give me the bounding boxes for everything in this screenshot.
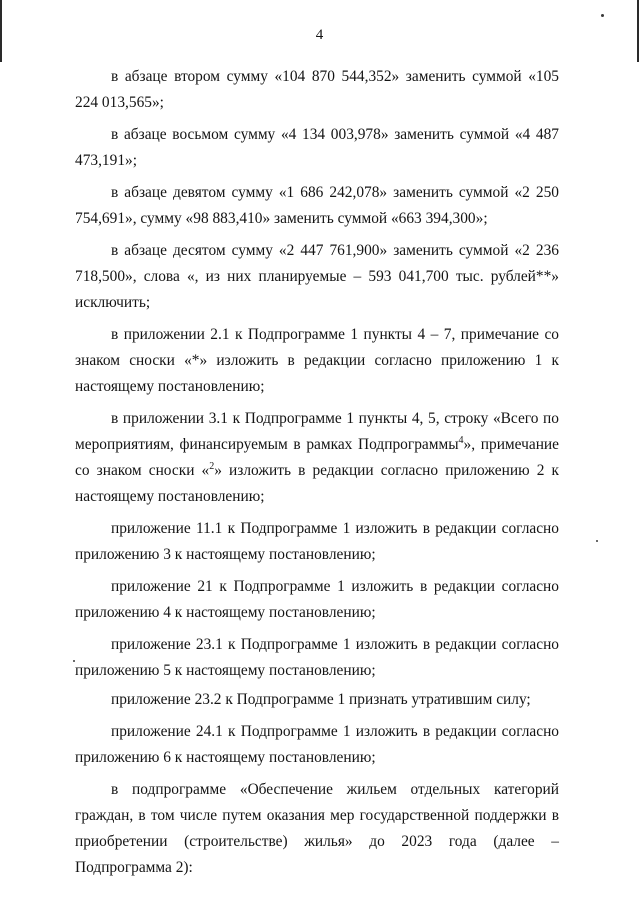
paragraph-text: приложение 24.1 к Подпрограмме 1 изложить в редакции согласно приложению 6 к настоящему постановлению; bbox=[75, 723, 559, 766]
document-body bbox=[75, 64, 559, 881]
scan-speck bbox=[601, 14, 604, 17]
paragraph-p8 bbox=[75, 574, 559, 626]
footnote-mark: 2 bbox=[209, 461, 215, 472]
paragraph-text: », примечание со знаком сноски « bbox=[75, 436, 559, 479]
paragraph-text: в абзаце втором сумму «104 870 544,352» заменить суммой «105 224 013,565»; bbox=[75, 68, 559, 111]
paragraph-text: в абзаце восьмом сумму «4 134 003,978» заменить суммой «4 487 473,191»; bbox=[75, 126, 559, 169]
paragraph-text: в приложении 2.1 к Подпрограмме 1 пункты 4 – 7, примечание со знаком сноски «*» изложить в редакции согласно приложению 1 к настоящему постановлению; bbox=[75, 326, 559, 395]
paragraph-text: приложение 23.1 к Подпрограмме 1 изложить в редакции согласно приложению 5 к настоящему постановлению; bbox=[75, 636, 559, 679]
paragraph-p10 bbox=[75, 687, 559, 713]
page-number: 4 bbox=[315, 27, 324, 43]
scan-speck bbox=[596, 540, 598, 542]
paragraph-text: в абзаце десятом сумму «2 447 761,900» заменить суммой «2 236 718,500», слова «, из них планируемые – 593 041,700 тыс. рублей**» исключить; bbox=[75, 242, 559, 311]
paragraph-p2 bbox=[75, 122, 559, 174]
paragraph-p3 bbox=[75, 180, 559, 232]
paragraph-p5 bbox=[75, 322, 559, 400]
paragraph-text: » изложить в редакции согласно приложению 2 к настоящему постановлению; bbox=[75, 462, 559, 505]
paragraph-text: приложение 23.2 к Подпрограмме 1 признать утратившим силу; bbox=[111, 691, 531, 708]
paragraph-p1 bbox=[75, 64, 559, 116]
paragraph-p12 bbox=[75, 777, 559, 881]
paragraph-p4 bbox=[75, 238, 559, 316]
paragraph-p6 bbox=[75, 406, 559, 510]
paragraph-p11 bbox=[75, 719, 559, 771]
footnote-mark: 4 bbox=[458, 435, 464, 446]
paragraph-text: приложение 21 к Подпрограмме 1 изложить в редакции согласно приложению 4 к настоящему постановлению; bbox=[75, 578, 559, 621]
paragraph-p7 bbox=[75, 516, 559, 568]
paragraph-p9 bbox=[75, 632, 559, 684]
paragraph-text: в приложении 3.1 к Подпрограмме 1 пункты 4, 5, строку «Всего по мероприятиям, финансируемым в рамках Подпрограммы bbox=[75, 410, 559, 453]
paragraph-text: в абзаце девятом сумму «1 686 242,078» заменить суммой «2 250 754,691», сумму «98 883,410» заменить суммой «663 394,300»; bbox=[75, 184, 559, 227]
paragraph-text: приложение 11.1 к Подпрограмме 1 изложить в редакции согласно приложению 3 к настоящему постановлению; bbox=[75, 520, 559, 563]
paragraph-text: в подпрограмме «Обеспечение жильем отдельных категорий граждан, в том числе путем оказания мер государственной поддержки в приобретении (строительстве) жилья» до 2023 года (далее – Подпрограмма 2): bbox=[75, 781, 559, 876]
